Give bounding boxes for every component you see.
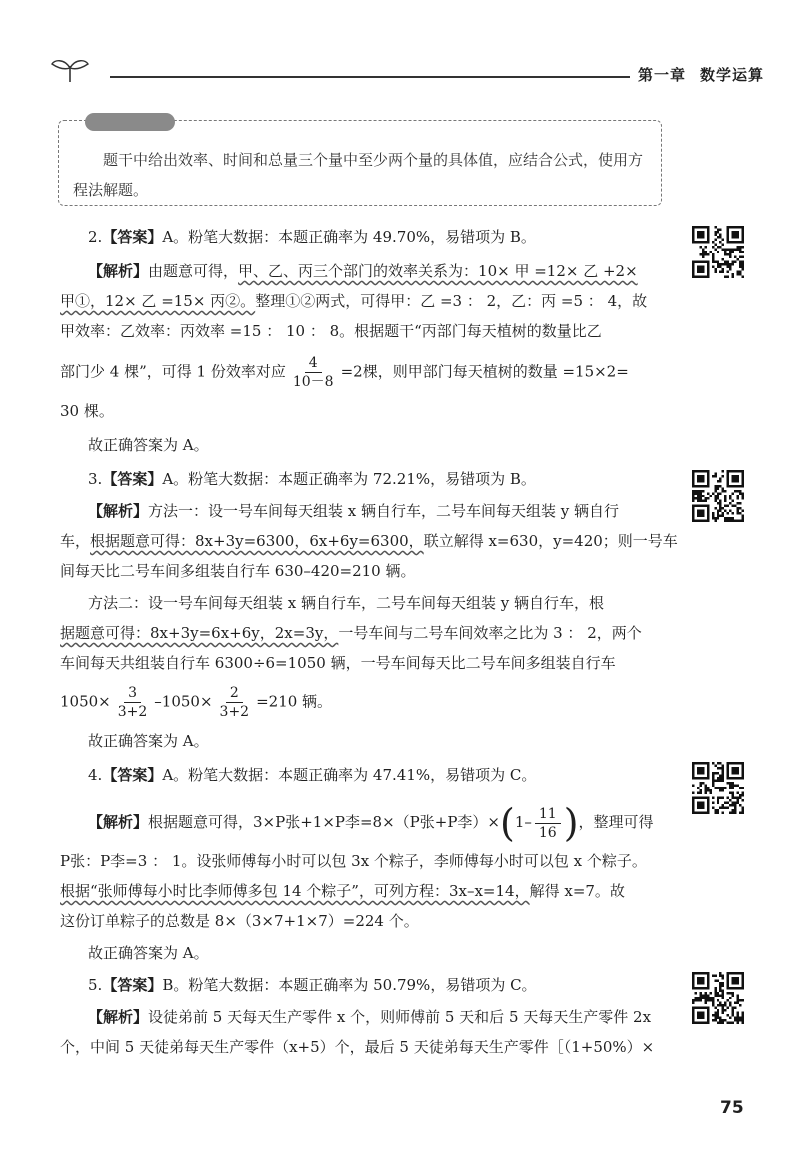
q2-explain-line2: 甲①，12× 乙 =15× 丙②。整理①②两式，可得甲：乙 =3 ： 2，乙：丙 =5 ： 4，故: [60, 292, 648, 310]
q4-explain-line1: 【解析】根据题意可得，3×P张+1×P李=8×（P张+P李）×(1– $\frac{11}{16}$ )，整理可得: [88, 801, 654, 845]
q4-answer: 4.【答案】A。粉笔大数据：本题正确率为 47.41%，易错项为 C。: [88, 766, 537, 784]
q3-fraction-1: $\frac{3}{3+2}$: [117, 685, 148, 720]
qr-code-icon[interactable]: [692, 226, 744, 278]
chapter-title: [638, 64, 764, 85]
q2-conclusion: 故正确答案为 A。: [88, 436, 209, 454]
page-number: 75: [720, 1098, 744, 1118]
q2-explain-line1: 【解析】由题意可得，甲、乙、丙三个部门的效率关系为：10× 甲 =12× 乙 +2×: [88, 262, 638, 280]
q4-fraction: $\frac{11}{16}$: [535, 805, 561, 842]
qr-code-icon[interactable]: [692, 972, 744, 1024]
q4-conclusion: 故正确答案为 A。: [88, 944, 209, 962]
q3-explain-line3: 间每天比二号车间多组装自行车 630–420=210 辆。: [60, 562, 416, 580]
q2-explain-line4: 部门少 4 棵”，可得 1 份效率对应 $\frac{4}{10-8}$ =2棵，则甲部门每天植树的数量 =15×2=: [60, 355, 629, 390]
q4-explain-line4: 这份订单粽子的总数是 8×（3×7+1×7）=224 个。: [60, 912, 419, 930]
chapter-name: 数学运算: [700, 66, 765, 84]
tip-text: 题干中给出效率、时间和总量三个量中至少两个量的具体值，应结合公式，使用方程法解题。: [73, 151, 644, 199]
header-rule: [110, 76, 630, 78]
sprout-icon: [50, 56, 90, 84]
q2-fraction: $\frac{4}{10-8}$: [292, 355, 334, 390]
q3-method2-line1: 方法二：设一号车间每天组装 x 辆自行车，二号车间每天组装 y 辆自行车，根: [88, 594, 605, 612]
q3-explain-line1: 【解析】方法一：设一号车间每天组装 x 辆自行车，二号车间每天组装 y 辆自行: [88, 502, 620, 520]
q5-explain-line1: 【解析】设徒弟前 5 天每天生产零件 x 个，则师傅前 5 天和后 5 天每天生产零件 2x: [88, 1008, 652, 1026]
q2-answer: 2.【答案】A。粉笔大数据：本题正确率为 49.70%，易错项为 B。: [88, 228, 536, 246]
q3-method2-line3: 车间每天共组装自行车 6300÷6=1050 辆，一号车间每天比二号车间多组装自行车: [60, 654, 616, 672]
q5-explain-line2: 个，中间 5 天徒弟每天生产零件（x+5）个，最后 5 天徒弟每天生产零件［（1+50%）×: [60, 1038, 655, 1056]
q2-explain-line5: 30 棵。: [60, 402, 114, 420]
page-header: [40, 56, 765, 100]
q3-method2-line2: 据题意可得：8x+3y=6x+6y，2x=3y，一号车间与二号车间效率之比为 3 ： 2，两个: [60, 624, 642, 642]
q3-equation: 1050× $\frac{3}{3+2}$ –1050× $\frac{2}{3+2}$ =210 辆。: [60, 685, 333, 720]
q2-explain-line3: 甲效率：乙效率：丙效率 =15 ： 10 ： 8。根据题干“丙部门每天植树的数量比乙: [60, 322, 602, 340]
q3-fraction-2: $\frac{2}{3+2}$: [219, 685, 250, 720]
q3-answer: 3.【答案】A。粉笔大数据：本题正确率为 72.21%，易错项为 B。: [88, 470, 536, 488]
tip-label-badge: [85, 113, 175, 131]
q4-explain-line2: P张：P李=3 ： 1。设张师傅每小时可以包 3x 个粽子，李师傅每小时可以包 x 个粽子。: [60, 852, 647, 870]
q3-explain-line2: 车，根据题意可得：8x+3y=6300，6x+6y=6300，联立解得 x=630，y=420；则一号车: [60, 532, 678, 550]
q5-answer: 5.【答案】B。粉笔大数据：本题正确率为 50.79%，易错项为 C。: [88, 976, 537, 994]
q3-conclusion: 故正确答案为 A。: [88, 732, 209, 750]
qr-code-icon[interactable]: [692, 470, 744, 522]
q4-explain-line3: 根据“张师傅每小时比李师傅多包 14 个粽子”，可列方程：3x–x=14，解得 x=7。故: [60, 882, 625, 900]
chapter-number: 第一章: [638, 66, 687, 84]
tip-box: [58, 120, 662, 206]
qr-code-icon[interactable]: [692, 762, 744, 814]
